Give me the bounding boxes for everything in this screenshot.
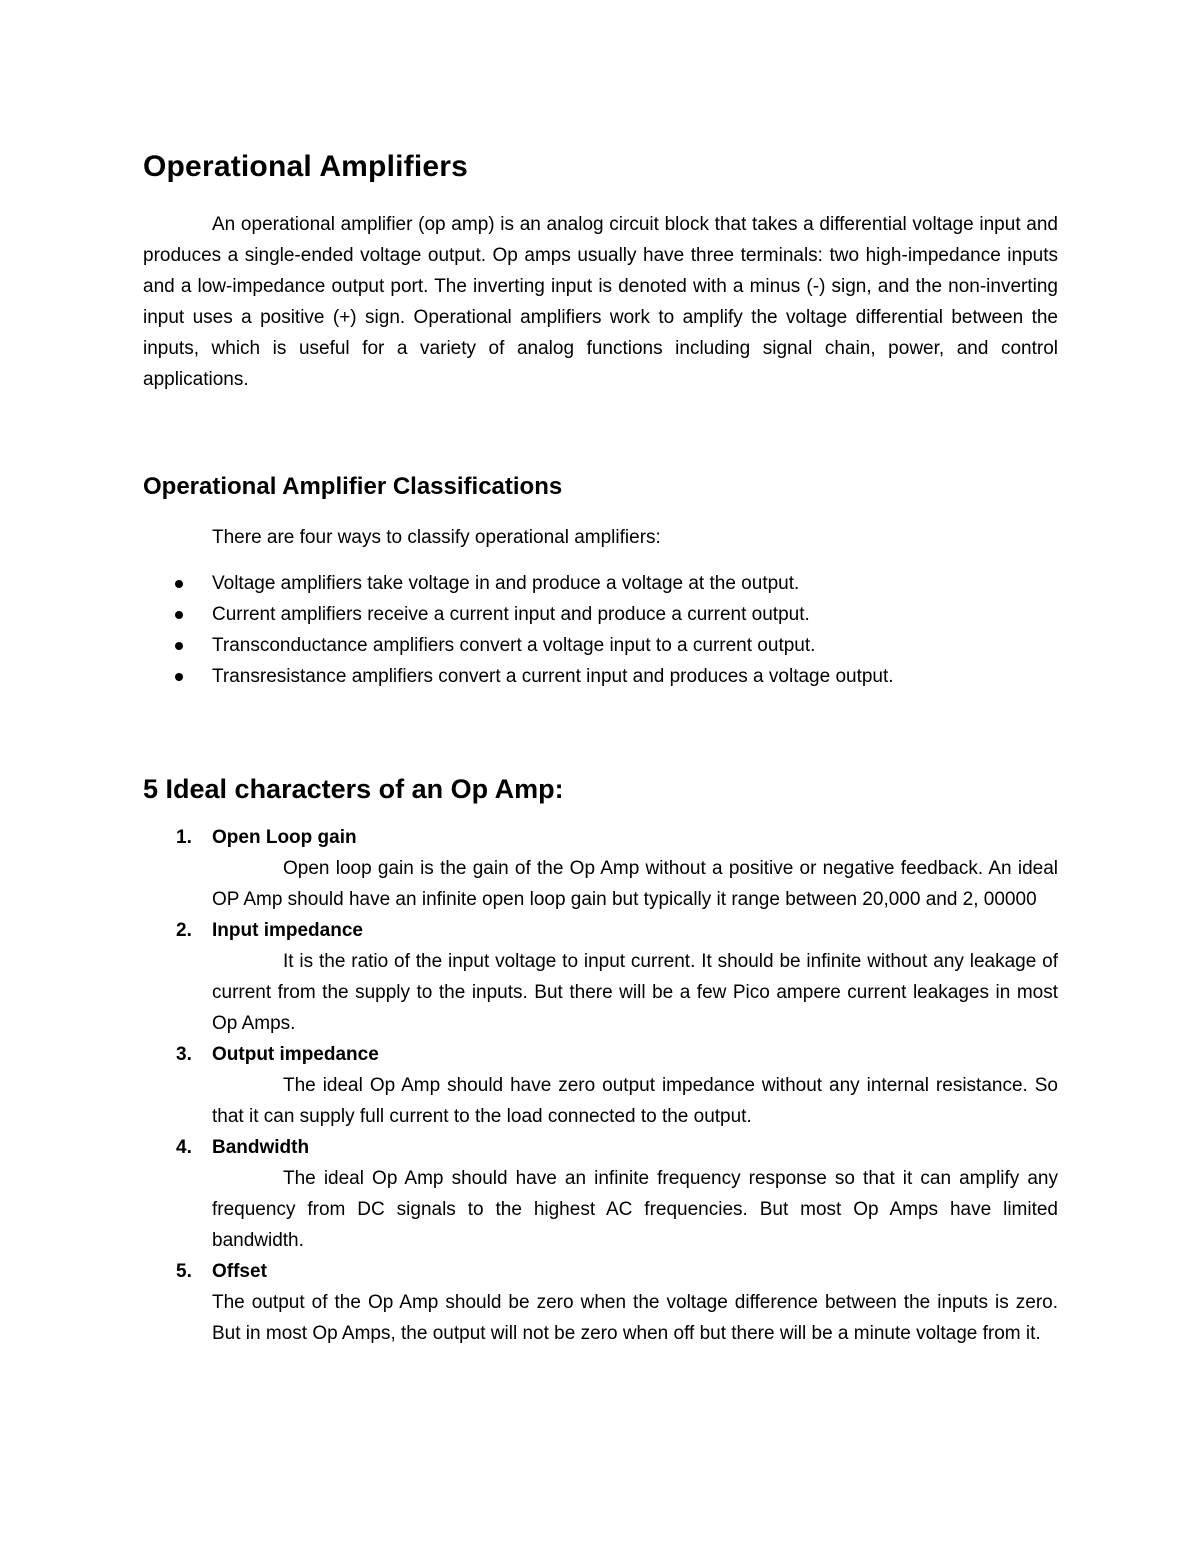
list-item-text: Transconductance amplifiers convert a voltage input to a current output.: [212, 635, 816, 656]
classifications-heading: Operational Amplifier Classifications: [143, 473, 563, 500]
classifications-list: [143, 568, 1058, 692]
item-term: Input impedance: [212, 920, 363, 941]
item-number: 2.: [176, 920, 192, 941]
item-term: Output impedance: [212, 1044, 379, 1065]
list-item-text: Voltage amplifiers take voltage in and produce a voltage at the output.: [212, 573, 800, 594]
list-item: [143, 661, 1058, 692]
bullet-icon: [175, 642, 183, 650]
list-item: [143, 822, 1058, 915]
item-term: Open Loop gain: [212, 827, 357, 848]
item-description: The ideal Op Amp should have zero output impedance without any internal resistance. So that it can supply full current to the load connected to the output.: [212, 1075, 1058, 1127]
item-description: It is the ratio of the input voltage to input current. It should be infinite without any leakage of current from the supply to the inputs. But there will be a few Pico ampere current leakages in most Op Amps.: [212, 951, 1058, 1034]
bullet-icon: [175, 673, 183, 681]
list-item-text: Transresistance amplifiers convert a current input and produces a voltage output.: [212, 666, 894, 687]
bullet-icon: [175, 611, 183, 619]
list-item: [143, 1132, 1058, 1256]
list-item: [143, 599, 1058, 630]
document-body: [143, 145, 1058, 1349]
list-item: [143, 630, 1058, 661]
list-item: [143, 1039, 1058, 1132]
classifications-intro: There are four ways to classify operational amplifiers:: [212, 527, 661, 548]
page-title: Operational Amplifiers: [143, 150, 469, 183]
item-number: 1.: [176, 827, 192, 848]
item-number: 5.: [176, 1261, 192, 1282]
ideal-characters-heading: 5 Ideal characters of an Op Amp:: [143, 774, 564, 804]
item-term: Bandwidth: [212, 1137, 310, 1158]
item-description: The output of the Op Amp should be zero when the voltage difference between the inputs is zero. But in most Op Amps, the output will not be zero when off but there will be a minute voltage from it.: [212, 1292, 1058, 1344]
item-description: The ideal Op Amp should have an infinite frequency response so that it can amplify any frequency from DC signals to the highest AC frequencies. But most Op Amps have limited bandwidth.: [212, 1168, 1058, 1251]
list-item-text: Current amplifiers receive a current input and produce a current output.: [212, 604, 810, 625]
ideal-characters-list: [143, 822, 1058, 1349]
item-term: Offset: [212, 1261, 267, 1282]
list-item: [143, 1256, 1058, 1349]
bullet-icon: [175, 580, 183, 588]
item-number: 4.: [176, 1137, 192, 1158]
intro-paragraph: An operational amplifier (op amp) is an analog circuit block that takes a differential voltage input and produces a single-ended voltage output. Op amps usually have three terminals: two high-impedance inputs and a low-impedance output port. The inverting input is denoted with a minus (-) sign, and the non-inverting input uses a positive (+) sign. Operational amplifiers work to amplify the voltage differential between the inputs, which is useful for a variety of analog functions including signal chain, power, and control applications.: [143, 214, 1058, 390]
item-description: Open loop gain is the gain of the Op Amp without a positive or negative feedback. An ideal OP Amp should have an infinite open loop gain but typically it range between 20,000 and 2, 00000: [212, 858, 1058, 910]
list-item: [143, 915, 1058, 1039]
item-number: 3.: [176, 1044, 192, 1065]
list-item: [143, 568, 1058, 599]
